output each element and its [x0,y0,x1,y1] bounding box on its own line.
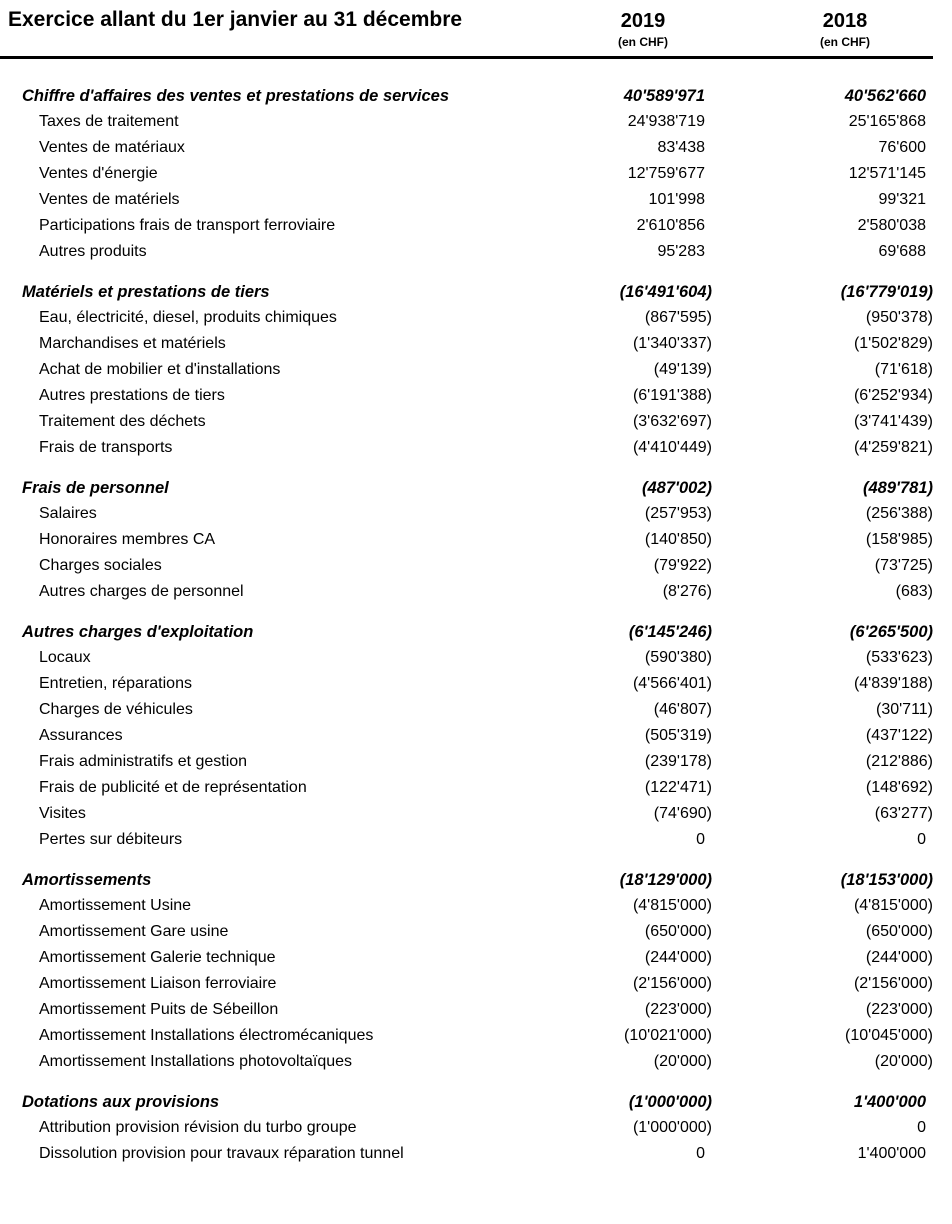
line-item-row [0,331,952,357]
section-value-2018: (6'265'500) [849,623,933,641]
statement-section [0,279,952,461]
line-item-label: Participations frais de transport ferroviaire [39,217,336,234]
line-item-row [0,801,952,827]
line-item-label: Charges de véhicules [39,701,193,718]
value-2019: (46'807) [653,701,712,718]
line-item-row [0,579,952,605]
section-value-2019: (1'000'000) [628,1093,712,1111]
line-item-row [0,1023,952,1049]
statement-section [0,867,952,1075]
section-label: Frais de personnel [22,479,169,497]
statement-section [0,83,952,265]
value-2018: 25'165'868 [848,113,926,130]
line-item-row [0,1049,952,1075]
line-item-row [0,435,952,461]
value-2018: (148'692) [865,779,933,796]
line-item-row [0,409,952,435]
section-value-2018: 1'400'000 [853,1093,926,1111]
value-2019: (6'191'388) [632,387,712,404]
section-value-2019: (487'002) [642,479,712,497]
column-header-2018 [712,8,933,50]
line-item-row [0,305,952,331]
line-item-label: Charges sociales [39,557,162,574]
line-item-row [0,775,952,801]
value-2018: (650'000) [865,923,933,940]
line-item-row [0,383,952,409]
value-2018: (4'259'821) [853,439,933,456]
section-label: Autres charges d'exploitation [22,623,254,641]
line-item-row [0,697,952,723]
value-2018: (20'000) [874,1053,933,1070]
value-2019: 0 [696,1145,705,1162]
section-value-2018: (18'153'000) [840,871,933,889]
column-unit-2019: (en CHF) [618,35,668,49]
value-2019: (4'410'449) [632,439,712,456]
section-value-2018: (16'779'019) [840,283,933,301]
section-label: Matériels et prestations de tiers [22,283,270,301]
line-item-label: Dissolution provision pour travaux réparation tunnel [39,1145,404,1162]
line-item-row [0,109,952,135]
value-2019: (4'566'401) [632,675,712,692]
value-2018: (223'000) [865,1001,933,1018]
line-item-row [0,135,952,161]
line-item-row [0,997,952,1023]
section-header-row [0,867,952,893]
value-2019: (590'380) [644,649,712,666]
line-item-label: Ventes de matériels [39,191,180,208]
line-item-label: Amortissement Gare usine [39,923,229,940]
section-value-2018: 40'562'660 [844,87,926,105]
value-2018: (158'985) [865,531,933,548]
line-item-label: Marchandises et matériels [39,335,226,352]
line-item-label: Amortissement Galerie technique [39,949,276,966]
column-year-2019: 2019 [620,10,666,32]
value-2019: (8'276) [662,583,712,600]
line-item-label: Assurances [39,727,123,744]
line-item-label: Amortissement Usine [39,897,192,914]
line-item-row [0,501,952,527]
line-item-row [0,357,952,383]
statement-body [0,59,952,1167]
section-value-2019: (16'491'604) [619,283,712,301]
statement-section [0,475,952,605]
value-2019: 0 [696,831,705,848]
line-item-row [0,723,952,749]
section-header-row [0,619,952,645]
value-2018: 76'600 [878,139,926,156]
line-item-row [0,971,952,997]
value-2018: 1'400'000 [857,1145,926,1162]
value-2018: (73'725) [874,557,933,574]
line-item-row [0,945,952,971]
line-item-label: Traitement des déchets [39,413,206,430]
line-item-row [0,161,952,187]
line-item-label: Ventes d'énergie [39,165,158,182]
section-header-row [0,475,952,501]
section-value-2019: (18'129'000) [619,871,712,889]
section-value-2019: 40'589'971 [623,87,705,105]
value-2019: (79'922) [653,557,712,574]
value-2018: (1'502'829) [853,335,933,352]
line-item-row [0,239,952,265]
line-item-label: Ventes de matériaux [39,139,185,156]
value-2019: (1'340'337) [632,335,712,352]
value-2018: 0 [917,1119,926,1136]
line-item-row [0,213,952,239]
line-item-row [0,893,952,919]
line-item-label: Amortissement Puits de Sébeillon [39,1001,279,1018]
line-item-label: Salaires [39,505,97,522]
value-2018: (3'741'439) [853,413,933,430]
page-title: Exercice allant du 1er janvier au 31 décembre [8,8,463,31]
value-2019: (10'021'000) [624,1027,712,1044]
line-item-label: Entretien, réparations [39,675,192,692]
value-2019: 24'938'719 [627,113,705,130]
section-header-row [0,1089,952,1115]
value-2018: 12'571'145 [848,165,926,182]
value-2018: 99'321 [878,191,926,208]
line-item-label: Achat de mobilier et d'installations [39,361,281,378]
line-item-label: Amortissement Installations photovoltaïques [39,1053,353,1070]
value-2018: 69'688 [878,243,926,260]
section-header-row [0,279,952,305]
value-2019: (2'156'000) [632,975,712,992]
value-2019: (140'850) [644,531,712,548]
value-2019: 12'759'677 [627,165,705,182]
column-header-2019 [562,8,712,50]
line-item-label: Amortissement Liaison ferroviaire [39,975,277,992]
value-2018: (533'623) [865,649,933,666]
value-2018: (683) [895,583,933,600]
line-item-label: Honoraires membres CA [39,531,216,548]
line-item-label: Autres charges de personnel [39,583,244,600]
value-2019: (257'953) [644,505,712,522]
line-item-row [0,645,952,671]
line-item-row [0,1141,952,1167]
line-item-row [0,919,952,945]
line-item-label: Visites [39,805,86,822]
line-item-row [0,671,952,697]
value-2019: (867'595) [644,309,712,326]
line-item-label: Autres prestations de tiers [39,387,225,404]
column-year-2018: 2018 [822,10,868,32]
value-2019: (239'178) [644,753,712,770]
section-value-2019: (6'145'246) [628,623,712,641]
value-2018: (244'000) [865,949,933,966]
section-label: Amortissements [22,871,152,889]
value-2019: (49'139) [653,361,712,378]
value-2018: (950'378) [865,309,933,326]
value-2018: (10'045'000) [845,1027,933,1044]
value-2019: (244'000) [644,949,712,966]
line-item-label: Taxes de traitement [39,113,179,130]
value-2018: (256'388) [865,505,933,522]
line-item-label: Frais de transports [39,439,173,456]
value-2018: (6'252'934) [853,387,933,404]
value-2018: (4'839'188) [853,675,933,692]
statement-section [0,1089,952,1167]
value-2019: (74'690) [653,805,712,822]
value-2018: (63'277) [874,805,933,822]
value-2018: 0 [917,831,926,848]
line-item-row [0,553,952,579]
line-item-row [0,527,952,553]
value-2019: (4'815'000) [632,897,712,914]
value-2018: (4'815'000) [853,897,933,914]
value-2018: (212'886) [865,753,933,770]
value-2018: (2'156'000) [853,975,933,992]
value-2019: (650'000) [644,923,712,940]
line-item-label: Autres produits [39,243,147,260]
line-item-label: Locaux [39,649,91,666]
value-2019: (223'000) [644,1001,712,1018]
column-unit-2018: (en CHF) [820,35,870,49]
value-2019: (3'632'697) [632,413,712,430]
statement-section [0,619,952,853]
line-item-row [0,827,952,853]
value-2018: (437'122) [865,727,933,744]
value-2019: 101'998 [648,191,705,208]
value-2018: (30'711) [875,701,933,718]
line-item-row [0,1115,952,1141]
section-label: Chiffre d'affaires des ventes et prestations de services [22,87,450,105]
section-header-row [0,83,952,109]
line-item-row [0,749,952,775]
value-2019: (505'319) [644,727,712,744]
value-2019: (122'471) [644,779,712,796]
line-item-row [0,187,952,213]
value-2019: (1'000'000) [632,1119,712,1136]
value-2018: 2'580'038 [857,217,926,234]
value-2018: (71'618) [874,361,933,378]
section-label: Dotations aux provisions [22,1093,220,1111]
value-2019: 2'610'856 [636,217,705,234]
value-2019: 83'438 [657,139,705,156]
line-item-label: Eau, électricité, diesel, produits chimiques [39,309,337,326]
line-item-label: Attribution provision révision du turbo groupe [39,1119,357,1136]
line-item-label: Frais de publicité et de représentation [39,779,307,796]
value-2019: 95'283 [657,243,705,260]
line-item-label: Frais administratifs et gestion [39,753,248,770]
line-item-label: Amortissement Installations électromécaniques [39,1027,374,1044]
value-2019: (20'000) [653,1053,712,1070]
table-header [0,6,952,50]
section-value-2018: (489'781) [863,479,933,497]
line-item-label: Pertes sur débiteurs [39,831,183,848]
